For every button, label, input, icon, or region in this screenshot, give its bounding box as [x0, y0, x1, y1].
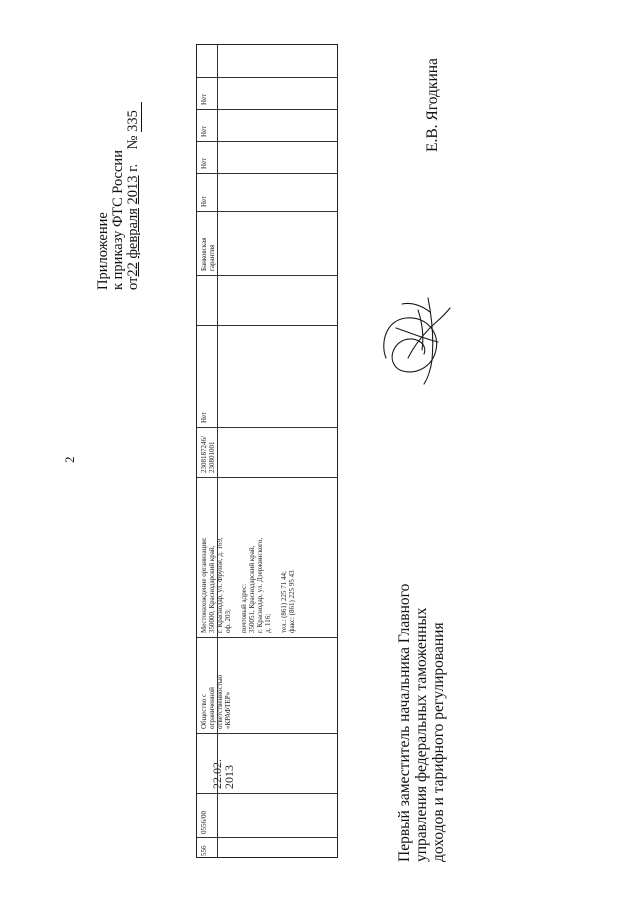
- org-name-line: ответственностью: [216, 674, 224, 729]
- signer-name: Е.В. Ягодкина: [424, 58, 441, 152]
- table-divider: [217, 45, 218, 857]
- address-line: факс: (861) 225 95 43: [288, 570, 296, 633]
- order-year: 2013: [125, 175, 141, 205]
- address-line: Местонахождение организации:: [200, 537, 208, 633]
- table-divider: [197, 427, 337, 428]
- address-line: тел.: (861) 225 71 44;: [280, 571, 288, 633]
- table-divider: [197, 637, 337, 638]
- guarantee-line: Банковская: [200, 237, 208, 271]
- table-divider: [197, 793, 337, 794]
- no-value-cell: Нет: [200, 125, 208, 137]
- table-divider: [197, 211, 337, 212]
- org-name-line: ограниченной: [208, 687, 216, 729]
- no-value-cell: Нет: [200, 93, 208, 105]
- signatory-title: [396, 584, 447, 862]
- address-line: г. Краснодар, ул. Дзержинского,: [256, 537, 264, 633]
- no-value-cell: Нет: [200, 195, 208, 207]
- registry-table: [196, 44, 338, 858]
- inn-kpp-line: 2308187246/: [200, 436, 208, 473]
- date-prefix: от: [125, 276, 141, 290]
- signature-stroke: [408, 308, 450, 358]
- table-divider: [197, 173, 337, 174]
- org-name-line: «КРАФТЕР»: [224, 691, 232, 729]
- org-name-line: Общество с: [200, 693, 208, 729]
- date-line: 22.02.: [210, 759, 224, 789]
- year-suffix: г.: [125, 163, 141, 172]
- handwritten-signature: [378, 288, 454, 388]
- order-date-line: [126, 102, 142, 290]
- guarantee-line: гарантия: [208, 244, 216, 271]
- signature-stroke: [402, 303, 430, 312]
- table-divider: [197, 837, 337, 838]
- signature-stroke: [384, 318, 437, 372]
- address-line: 350000, Краснодарский край,: [208, 545, 216, 633]
- reg-number-cell: 0556/00: [200, 811, 208, 834]
- appendix-header: [96, 102, 142, 290]
- order-day: 22: [125, 262, 141, 277]
- number-label: №: [125, 135, 141, 150]
- no-value-cell: Нет: [200, 157, 208, 169]
- address-line: г. Краснодар, ул. Фрунзе, д. 169,: [216, 537, 224, 633]
- address-line: оф. 203;: [224, 609, 232, 633]
- row-number-cell: 556: [200, 845, 208, 856]
- table-divider: [197, 733, 337, 734]
- inn-kpp-cell: [200, 436, 216, 473]
- appendix-title: Приложение: [95, 212, 111, 290]
- address-line: [232, 537, 240, 633]
- address-line: д. 116;: [264, 613, 272, 633]
- signatory-line: доходов и тарифного регулирования: [430, 622, 447, 862]
- no-value-cell: Нет: [200, 411, 208, 423]
- table-divider: [197, 275, 337, 276]
- page-number: 2: [62, 456, 77, 463]
- signatory-line: управления федеральных таможенных: [413, 607, 430, 862]
- guarantee-cell: [200, 238, 216, 271]
- inn-kpp-line: 230801001: [208, 441, 216, 473]
- date-cell: [211, 759, 235, 789]
- table-divider: [197, 77, 337, 78]
- signatory-line: Первый заместитель начальника Главного: [396, 583, 413, 862]
- table-divider: [197, 477, 337, 478]
- order-reference: к приказу ФТС России: [110, 150, 126, 290]
- order-month: февраля: [125, 208, 141, 259]
- order-number: 335: [126, 102, 142, 132]
- org-name-cell: [200, 675, 232, 729]
- table-divider: [197, 325, 337, 326]
- address-line: 350051, Краснодарский край,: [248, 545, 256, 633]
- address-cell: [200, 537, 296, 633]
- address-line: почтовый адрес:: [240, 583, 248, 633]
- address-line: [272, 537, 280, 633]
- table-divider: [197, 109, 337, 110]
- date-line: 2013: [222, 765, 236, 789]
- table-divider: [197, 141, 337, 142]
